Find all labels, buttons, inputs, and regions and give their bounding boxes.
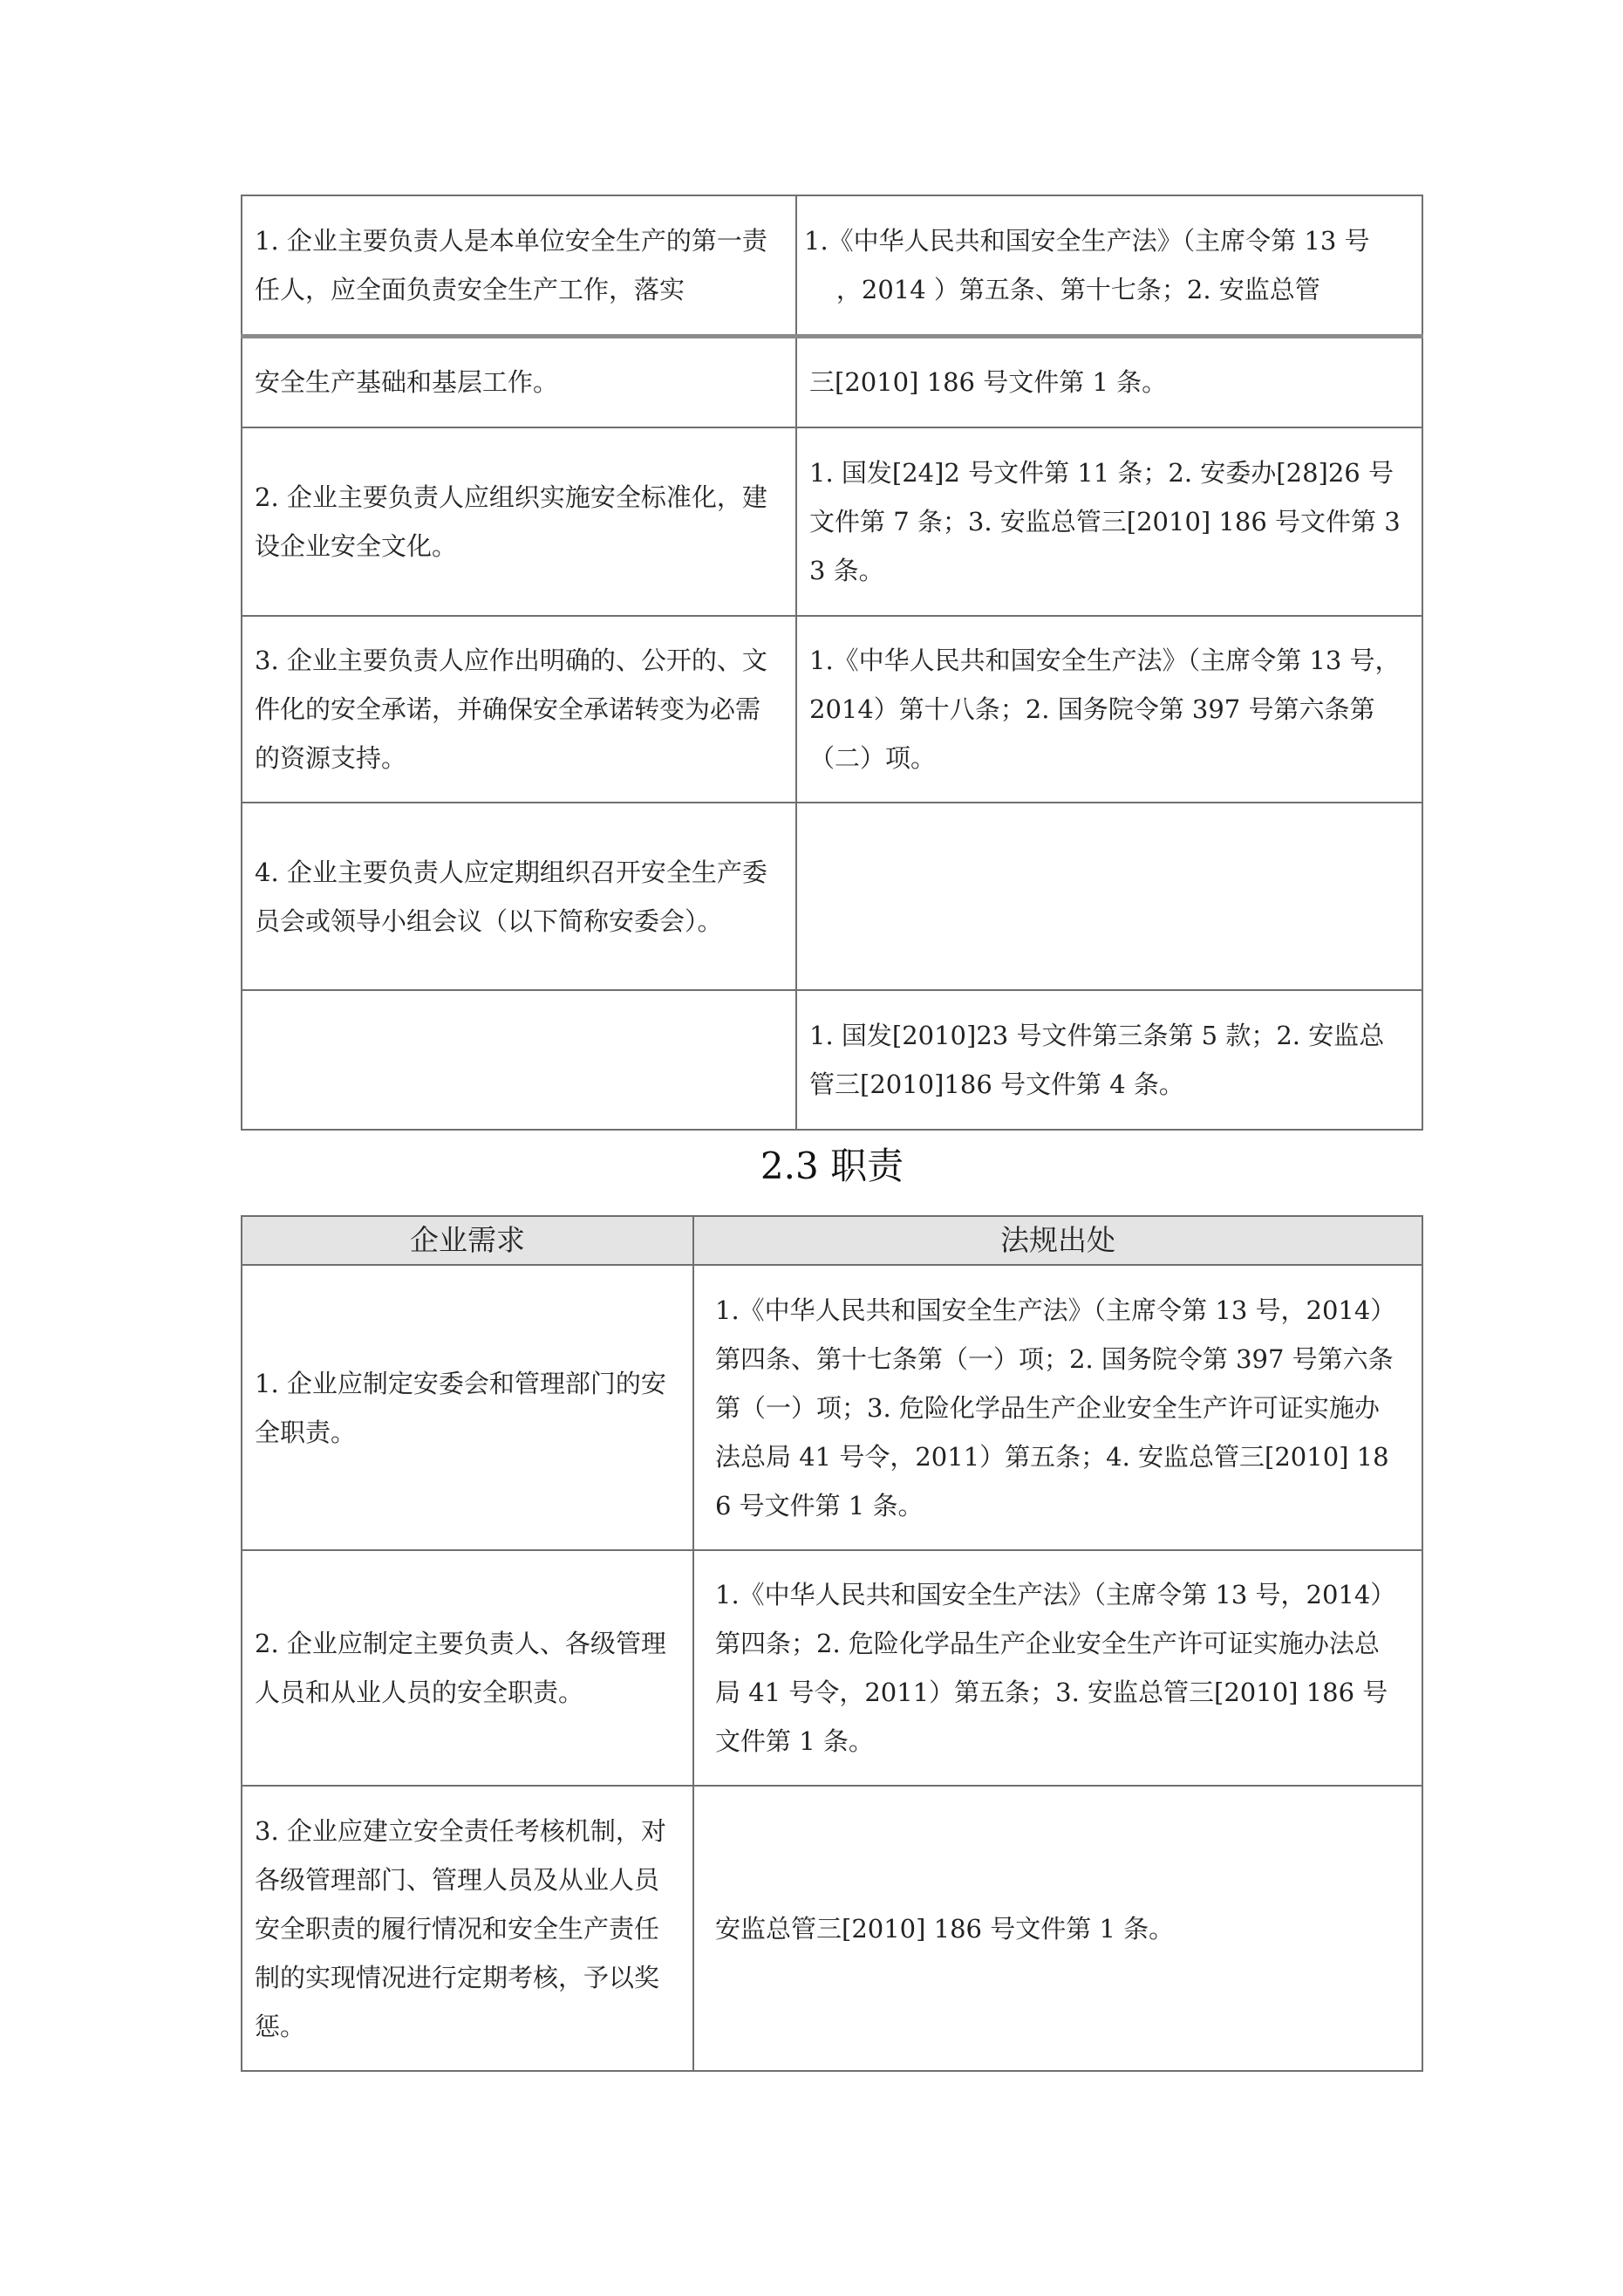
responsibilities-table xyxy=(241,1215,1423,2072)
requirement-cell: 3. 企业应建立安全责任考核机制，对各级管理部门、管理人员及从业人员安全职责的履行情况和安全生产责任制的实现情况进行定期考核，予以奖惩。 xyxy=(242,1786,693,2071)
regulation-cell: 1.《中华人民共和国安全生产法》（主席令第 13 号，2014）第十八条；2. 国务院令第 397 号第六条第（二）项。 xyxy=(796,616,1422,803)
requirement-cell xyxy=(242,990,796,1130)
table-row xyxy=(242,1265,1422,1550)
column-header-regulation: 法规出处 xyxy=(693,1216,1422,1265)
regulation-cell: 1.《中华人民共和国安全生产法》（主席令第 13 号，2014）第四条；2. 危险化学品生产企业安全生产许可证实施办法总局 41 号令，2011）第五条；3. 安监总管三[2010] 186 号文件第 1 条。 xyxy=(693,1550,1422,1786)
requirement-cell: 1. 企业主要负责人是本单位安全生产的第一责任人，应全面负责安全生产工作，落实 xyxy=(242,195,796,336)
requirements-table-continued xyxy=(241,195,1423,1131)
requirement-cell: 4. 企业主要负责人应定期组织召开安全生产委员会或领导小组会议（以下简称安委会）。 xyxy=(242,803,796,990)
table-row xyxy=(242,336,1422,427)
requirement-cell: 3. 企业主要负责人应作出明确的、公开的、文件化的安全承诺，并确保安全承诺转变为必需的资源支持。 xyxy=(242,616,796,803)
table-row xyxy=(242,195,1422,336)
table-row xyxy=(242,990,1422,1130)
table-row xyxy=(242,427,1422,616)
regulation-cell: 1.《中华人民共和国安全生产法》（主席令第 13 号，2014）第四条、第十七条第（一）项；2. 国务院令第 397 号第六条第（一）项；3. 危险化学品生产企业安全生产许可证实施办法总局 41 号令，2011）第五条；4. 安监总管三[2010] 186 号文件第 1 条。 xyxy=(693,1265,1422,1550)
requirement-cell: 安全生产基础和基层工作。 xyxy=(242,336,796,427)
section-title: 2.3 职责 xyxy=(760,1145,904,1187)
regulation-cell: 1.《中华人民共和国安全生产法》（主席令第 13 号 ，2014 ）第五条、第十七条；2. 安监总管 xyxy=(796,195,1422,336)
regulation-cell: 安监总管三[2010] 186 号文件第 1 条。 xyxy=(693,1786,1422,2071)
column-header-requirement: 企业需求 xyxy=(242,1216,693,1265)
requirement-cell: 2. 企业应制定主要负责人、各级管理人员和从业人员的安全职责。 xyxy=(242,1550,693,1786)
table-row xyxy=(242,1550,1422,1786)
table-row xyxy=(242,1786,1422,2071)
requirement-cell: 1. 企业应制定安委会和管理部门的安全职责。 xyxy=(242,1265,693,1550)
regulation-cell: 1. 国发[2010]23 号文件第三条第 5 款；2. 安监总管三[2010]186 号文件第 4 条。 xyxy=(796,990,1422,1130)
regulation-cell: 三[2010] 186 号文件第 1 条。 xyxy=(796,336,1422,427)
requirement-cell: 2. 企业主要负责人应组织实施安全标准化，建设企业安全文化。 xyxy=(242,427,796,616)
table-header-row xyxy=(242,1216,1422,1265)
regulation-cell: 1. 国发[24]2 号文件第 11 条；2. 安委办[28]26 号文件第 7 条；3. 安监总管三[2010] 186 号文件第 33 条。 xyxy=(796,427,1422,616)
table-row xyxy=(242,803,1422,990)
table-row xyxy=(242,616,1422,803)
regulation-cell xyxy=(796,803,1422,990)
